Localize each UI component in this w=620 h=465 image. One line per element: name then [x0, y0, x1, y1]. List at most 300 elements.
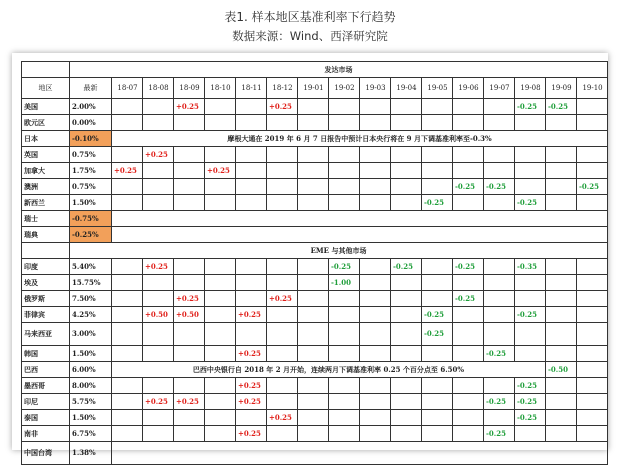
rate-change-cell	[453, 115, 484, 131]
latest-rate: 1.38%	[70, 442, 112, 465]
latest-rate: 1.75%	[70, 163, 112, 179]
rate-change-cell	[577, 115, 608, 131]
month-header: 19-09	[546, 78, 577, 99]
latest-rate: 6.75%	[70, 426, 112, 442]
rate-change-cell	[298, 291, 329, 307]
rate-change-cell	[329, 179, 360, 195]
rate-change-cell	[577, 99, 608, 115]
rate-change-cell: +0.25	[174, 394, 205, 410]
rate-change-cell	[484, 99, 515, 115]
rate-change-cell	[484, 307, 515, 323]
rate-change-cell	[360, 394, 391, 410]
rate-change-cell	[174, 147, 205, 163]
rate-change-cell	[143, 323, 174, 346]
rate-change-cell	[577, 346, 608, 362]
rate-change-cell	[546, 346, 577, 362]
region-name: 英国	[22, 147, 70, 163]
table-row	[22, 115, 608, 131]
month-header: 19-05	[422, 78, 453, 99]
rate-change-cell	[422, 259, 453, 275]
table-row	[22, 179, 608, 195]
rate-change-cell: -0.25	[484, 394, 515, 410]
col-region-header: 地区	[22, 78, 70, 99]
rate-change-cell	[515, 179, 546, 195]
rate-change-cell	[205, 307, 236, 323]
rate-change-cell: +0.25	[143, 394, 174, 410]
rate-change-cell	[515, 291, 546, 307]
rate-change-cell	[267, 307, 298, 323]
region-name: 泰国	[22, 410, 70, 426]
rate-change-cell	[391, 195, 422, 211]
rate-change-cell: -0.25	[391, 259, 422, 275]
rate-change-cell	[143, 410, 174, 426]
month-header: 19-03	[360, 78, 391, 99]
rate-change-cell: +0.25	[267, 410, 298, 426]
rate-change-cell	[329, 346, 360, 362]
rate-change-cell	[422, 346, 453, 362]
rate-change-cell	[391, 346, 422, 362]
rate-change-cell	[205, 410, 236, 426]
rate-change-cell	[236, 195, 267, 211]
rate-change-cell	[112, 147, 143, 163]
rate-change-cell	[298, 115, 329, 131]
table-row	[22, 426, 608, 442]
rate-change-cell	[298, 378, 329, 394]
table-row	[22, 346, 608, 362]
rate-change-cell	[174, 163, 205, 179]
rate-change-cell	[236, 147, 267, 163]
rate-change-cell	[298, 394, 329, 410]
rate-change-cell	[360, 410, 391, 426]
rate-change-cell	[329, 307, 360, 323]
rate-change-cell: +0.25	[236, 378, 267, 394]
rate-change-cell	[391, 179, 422, 195]
rate-change-cell	[453, 410, 484, 426]
rate-change-cell	[422, 99, 453, 115]
latest-rate: -0.25%	[70, 227, 112, 243]
rate-change-cell	[143, 426, 174, 442]
rate-change-cell: -0.25	[484, 426, 515, 442]
region-name: 菲律宾	[22, 307, 70, 323]
rate-change-cell	[143, 346, 174, 362]
rate-change-cell	[422, 163, 453, 179]
rate-change-cell	[112, 179, 143, 195]
rate-change-cell	[112, 99, 143, 115]
rate-change-cell	[298, 179, 329, 195]
rate-change-cell	[484, 195, 515, 211]
rate-change-cell	[174, 275, 205, 291]
latest-rate: 1.50%	[70, 195, 112, 211]
rate-change-cell	[298, 99, 329, 115]
rate-change-cell: +0.25	[267, 99, 298, 115]
rate-change-cell	[515, 346, 546, 362]
rate-change-cell	[143, 378, 174, 394]
rate-change-cell	[515, 275, 546, 291]
rate-change-cell: -1.00	[329, 275, 360, 291]
month-header: 18-10	[205, 78, 236, 99]
rate-change-cell	[267, 115, 298, 131]
rate-change-cell	[236, 275, 267, 291]
rate-change-cell	[391, 147, 422, 163]
latest-rate: 2.00%	[70, 99, 112, 115]
rate-change-cell	[360, 115, 391, 131]
rate-change-cell	[329, 147, 360, 163]
rate-change-cell	[174, 323, 205, 346]
rate-change-cell	[391, 291, 422, 307]
rate-change-cell	[484, 291, 515, 307]
rate-change-cell	[143, 179, 174, 195]
rate-change-cell	[174, 195, 205, 211]
rate-change-cell	[546, 378, 577, 394]
rate-change-cell	[329, 195, 360, 211]
rate-change-cell	[577, 291, 608, 307]
rate-change-cell	[267, 275, 298, 291]
rate-change-cell	[267, 346, 298, 362]
rate-change-cell: -0.25	[546, 99, 577, 115]
section-emerging-row	[22, 243, 608, 259]
rate-change-cell	[205, 195, 236, 211]
rate-change-cell	[205, 291, 236, 307]
rate-table	[21, 61, 608, 465]
month-header: 19-08	[515, 78, 546, 99]
rate-change-cell	[267, 195, 298, 211]
rate-change-cell: +0.25	[143, 259, 174, 275]
row-note: 摩根大通在 2019 年 6 月 7 日报告中预计日本央行将在 9 月下调基准利率至-0.3%	[112, 131, 608, 147]
rate-change-cell	[546, 323, 577, 346]
rate-change-cell	[174, 426, 205, 442]
region-name: 印尼	[22, 394, 70, 410]
rate-change-cell	[484, 147, 515, 163]
rate-change-cell: +0.25	[236, 426, 267, 442]
month-header: 19-06	[453, 78, 484, 99]
rate-change-cell	[391, 163, 422, 179]
latest-rate: 4.25%	[70, 307, 112, 323]
rate-change-cell	[577, 410, 608, 426]
rate-change-cell	[453, 307, 484, 323]
rate-change-cell	[329, 163, 360, 179]
rate-change-cell	[298, 323, 329, 346]
rate-change-cell	[453, 163, 484, 179]
rate-change-cell	[112, 307, 143, 323]
rate-change-cell	[205, 346, 236, 362]
rate-change-cell	[360, 378, 391, 394]
rate-change-cell	[267, 323, 298, 346]
rate-change-cell	[422, 426, 453, 442]
rate-change-cell	[236, 259, 267, 275]
rate-change-cell	[329, 291, 360, 307]
region-name: 美国	[22, 99, 70, 115]
rate-change-cell	[236, 410, 267, 426]
rate-change-cell	[484, 410, 515, 426]
rate-change-cell	[267, 426, 298, 442]
rate-change-cell	[112, 291, 143, 307]
rate-change-cell	[143, 115, 174, 131]
table-row	[22, 291, 608, 307]
rate-change-cell	[546, 147, 577, 163]
rate-change-cell	[174, 115, 205, 131]
rate-change-cell	[422, 410, 453, 426]
rate-change-cell	[484, 275, 515, 291]
rate-change-cell	[205, 99, 236, 115]
section-spacer	[22, 243, 70, 259]
rate-change-cell	[112, 426, 143, 442]
rate-change-cell	[329, 115, 360, 131]
rate-change-cell	[205, 426, 236, 442]
rate-change-cell	[515, 115, 546, 131]
rate-change-cell	[391, 275, 422, 291]
rate-change-cell: +0.25	[236, 394, 267, 410]
rate-change-cell: -0.25	[453, 179, 484, 195]
month-header: 19-02	[329, 78, 360, 99]
month-header: 18-07	[112, 78, 143, 99]
rate-change-cell	[143, 275, 174, 291]
rate-change-cell	[391, 378, 422, 394]
rate-change-cell	[546, 291, 577, 307]
rate-change-cell	[112, 323, 143, 346]
rate-change-cell	[453, 323, 484, 346]
rate-change-cell: +0.25	[174, 99, 205, 115]
rate-change-cell	[546, 275, 577, 291]
rate-change-cell	[205, 179, 236, 195]
table-row	[22, 227, 608, 243]
rate-change-cell	[298, 163, 329, 179]
table-row	[22, 131, 608, 147]
latest-rate: 1.50%	[70, 410, 112, 426]
region-name: 日本	[22, 131, 70, 147]
rate-change-cell	[391, 394, 422, 410]
rate-change-cell	[546, 410, 577, 426]
rate-change-cell: +0.25	[174, 291, 205, 307]
rate-change-cell	[329, 323, 360, 346]
rate-change-cell	[577, 163, 608, 179]
rate-change-cell: +0.50	[174, 307, 205, 323]
rate-change-cell	[267, 394, 298, 410]
rate-change-cell	[422, 115, 453, 131]
rate-change-cell	[329, 426, 360, 442]
table-row	[22, 163, 608, 179]
rate-change-cell	[515, 163, 546, 179]
table-row	[22, 362, 608, 378]
rate-change-cell	[546, 426, 577, 442]
rate-change-cell: -0.25	[453, 291, 484, 307]
rate-change-cell	[112, 195, 143, 211]
rate-change-cell	[298, 275, 329, 291]
rate-change-cell	[422, 179, 453, 195]
rate-change-cell: -0.25	[515, 195, 546, 211]
month-header: 19-10	[577, 78, 608, 99]
rate-change-cell	[453, 394, 484, 410]
rate-change-cell	[484, 323, 515, 346]
rate-change-cell	[577, 259, 608, 275]
rate-change-cell	[577, 394, 608, 410]
rate-change-cell: -0.25	[422, 307, 453, 323]
rate-change-cell	[174, 410, 205, 426]
rate-change-cell	[236, 179, 267, 195]
rate-change-cell	[205, 378, 236, 394]
rate-change-cell	[298, 346, 329, 362]
table-source: 数据来源：Wind、西泽研究院	[232, 29, 388, 43]
rate-change-cell	[360, 426, 391, 442]
rate-change-cell: -0.50	[546, 362, 577, 378]
rate-change-cell	[267, 259, 298, 275]
empty-span	[112, 227, 608, 243]
rate-change-cell	[360, 307, 391, 323]
rate-change-cell	[391, 307, 422, 323]
header-row	[22, 78, 608, 99]
latest-rate: -0.10%	[70, 131, 112, 147]
row-note: 巴西中央银行自 2018 年 2 月开始，连续两月下调基准利率 0.25 个百分点至 6.50%	[112, 362, 546, 378]
rate-change-cell	[577, 378, 608, 394]
rate-change-cell	[174, 346, 205, 362]
rate-change-cell: +0.25	[236, 307, 267, 323]
month-header: 18-09	[174, 78, 205, 99]
rate-change-cell	[515, 323, 546, 346]
region-name: 澳洲	[22, 179, 70, 195]
region-name: 埃及	[22, 275, 70, 291]
region-name: 欧元区	[22, 115, 70, 131]
table-row	[22, 147, 608, 163]
table-caption: 表1. 样本地区基准利率下行趋势	[224, 10, 396, 24]
rate-change-cell	[360, 99, 391, 115]
latest-rate: 5.40%	[70, 259, 112, 275]
rate-change-cell	[546, 195, 577, 211]
rate-change-cell	[360, 147, 391, 163]
table-row	[22, 275, 608, 291]
rate-change-cell	[546, 179, 577, 195]
rate-change-cell	[236, 99, 267, 115]
rate-change-cell	[360, 163, 391, 179]
rate-change-cell	[267, 179, 298, 195]
rate-change-cell	[360, 346, 391, 362]
rate-change-cell	[329, 99, 360, 115]
rate-change-cell	[453, 147, 484, 163]
month-header: 19-01	[298, 78, 329, 99]
rate-change-cell	[112, 275, 143, 291]
month-header: 18-08	[143, 78, 174, 99]
region-name: 瑞士	[22, 211, 70, 227]
region-name: 韩国	[22, 346, 70, 362]
rate-change-cell	[236, 323, 267, 346]
latest-rate: 6.00%	[70, 362, 112, 378]
month-header: 19-07	[484, 78, 515, 99]
rate-change-cell: +0.25	[236, 346, 267, 362]
region-name: 新西兰	[22, 195, 70, 211]
rate-change-cell	[298, 307, 329, 323]
rate-change-cell	[546, 163, 577, 179]
table-row	[22, 442, 608, 465]
latest-rate: 5.75%	[70, 394, 112, 410]
table-row	[22, 394, 608, 410]
rate-change-cell	[143, 99, 174, 115]
rate-change-cell	[360, 291, 391, 307]
rate-change-cell: -0.25	[422, 323, 453, 346]
rate-change-cell	[360, 195, 391, 211]
rate-change-cell	[267, 163, 298, 179]
latest-rate: 0.75%	[70, 179, 112, 195]
latest-rate: 0.75%	[70, 147, 112, 163]
rate-change-cell	[484, 378, 515, 394]
latest-rate: 3.00%	[70, 323, 112, 346]
month-header: 18-12	[267, 78, 298, 99]
rate-change-cell: +0.25	[112, 163, 143, 179]
rate-change-cell	[391, 323, 422, 346]
rate-change-cell	[112, 394, 143, 410]
rate-change-cell	[515, 426, 546, 442]
rate-change-cell	[329, 378, 360, 394]
rate-change-cell: -0.25	[577, 179, 608, 195]
rate-change-cell	[236, 163, 267, 179]
rate-change-cell	[205, 275, 236, 291]
rate-change-cell	[112, 115, 143, 131]
rate-change-cell	[329, 394, 360, 410]
rate-change-cell: +0.25	[205, 163, 236, 179]
rate-change-cell	[453, 275, 484, 291]
rate-change-cell: +0.25	[143, 147, 174, 163]
table-row	[22, 307, 608, 323]
rate-change-cell	[453, 195, 484, 211]
table-row	[22, 410, 608, 426]
rate-change-cell	[360, 179, 391, 195]
region-name: 南非	[22, 426, 70, 442]
rate-change-cell	[298, 147, 329, 163]
section-title: EME 与其他市场	[70, 243, 608, 259]
rate-change-cell	[174, 378, 205, 394]
rate-change-cell	[484, 163, 515, 179]
rate-change-cell: -0.35	[515, 259, 546, 275]
rate-change-cell: +0.50	[143, 307, 174, 323]
rate-change-cell	[546, 394, 577, 410]
latest-rate: 1.50%	[70, 346, 112, 362]
rate-change-cell	[298, 410, 329, 426]
rate-change-cell	[236, 291, 267, 307]
rate-change-cell: -0.25	[484, 179, 515, 195]
region-name: 巴西	[22, 362, 70, 378]
table-row	[22, 259, 608, 275]
region-name: 加拿大	[22, 163, 70, 179]
rate-change-cell	[174, 179, 205, 195]
rate-change-cell	[360, 275, 391, 291]
rate-change-cell	[422, 378, 453, 394]
rate-change-cell	[298, 426, 329, 442]
rate-change-cell	[143, 291, 174, 307]
rate-change-cell	[577, 362, 608, 378]
rate-change-cell	[484, 259, 515, 275]
rate-change-cell	[112, 259, 143, 275]
rate-change-cell	[515, 147, 546, 163]
rate-change-cell	[143, 163, 174, 179]
rate-change-cell	[391, 410, 422, 426]
rate-change-cell: -0.25	[515, 410, 546, 426]
table-row	[22, 323, 608, 346]
rate-change-cell: -0.25	[484, 346, 515, 362]
rate-change-cell	[577, 426, 608, 442]
rate-change-cell	[360, 323, 391, 346]
table-row	[22, 99, 608, 115]
rate-change-cell: -0.25	[329, 259, 360, 275]
rate-change-cell	[546, 259, 577, 275]
rate-change-cell	[112, 378, 143, 394]
rate-change-cell	[267, 147, 298, 163]
rate-change-cell	[360, 259, 391, 275]
rate-change-cell	[577, 307, 608, 323]
rate-change-cell: -0.25	[515, 394, 546, 410]
region-name: 瑞典	[22, 227, 70, 243]
rate-change-cell	[298, 195, 329, 211]
table-row	[22, 211, 608, 227]
rate-change-cell	[422, 147, 453, 163]
rate-change-cell	[236, 115, 267, 131]
rate-change-cell	[267, 378, 298, 394]
